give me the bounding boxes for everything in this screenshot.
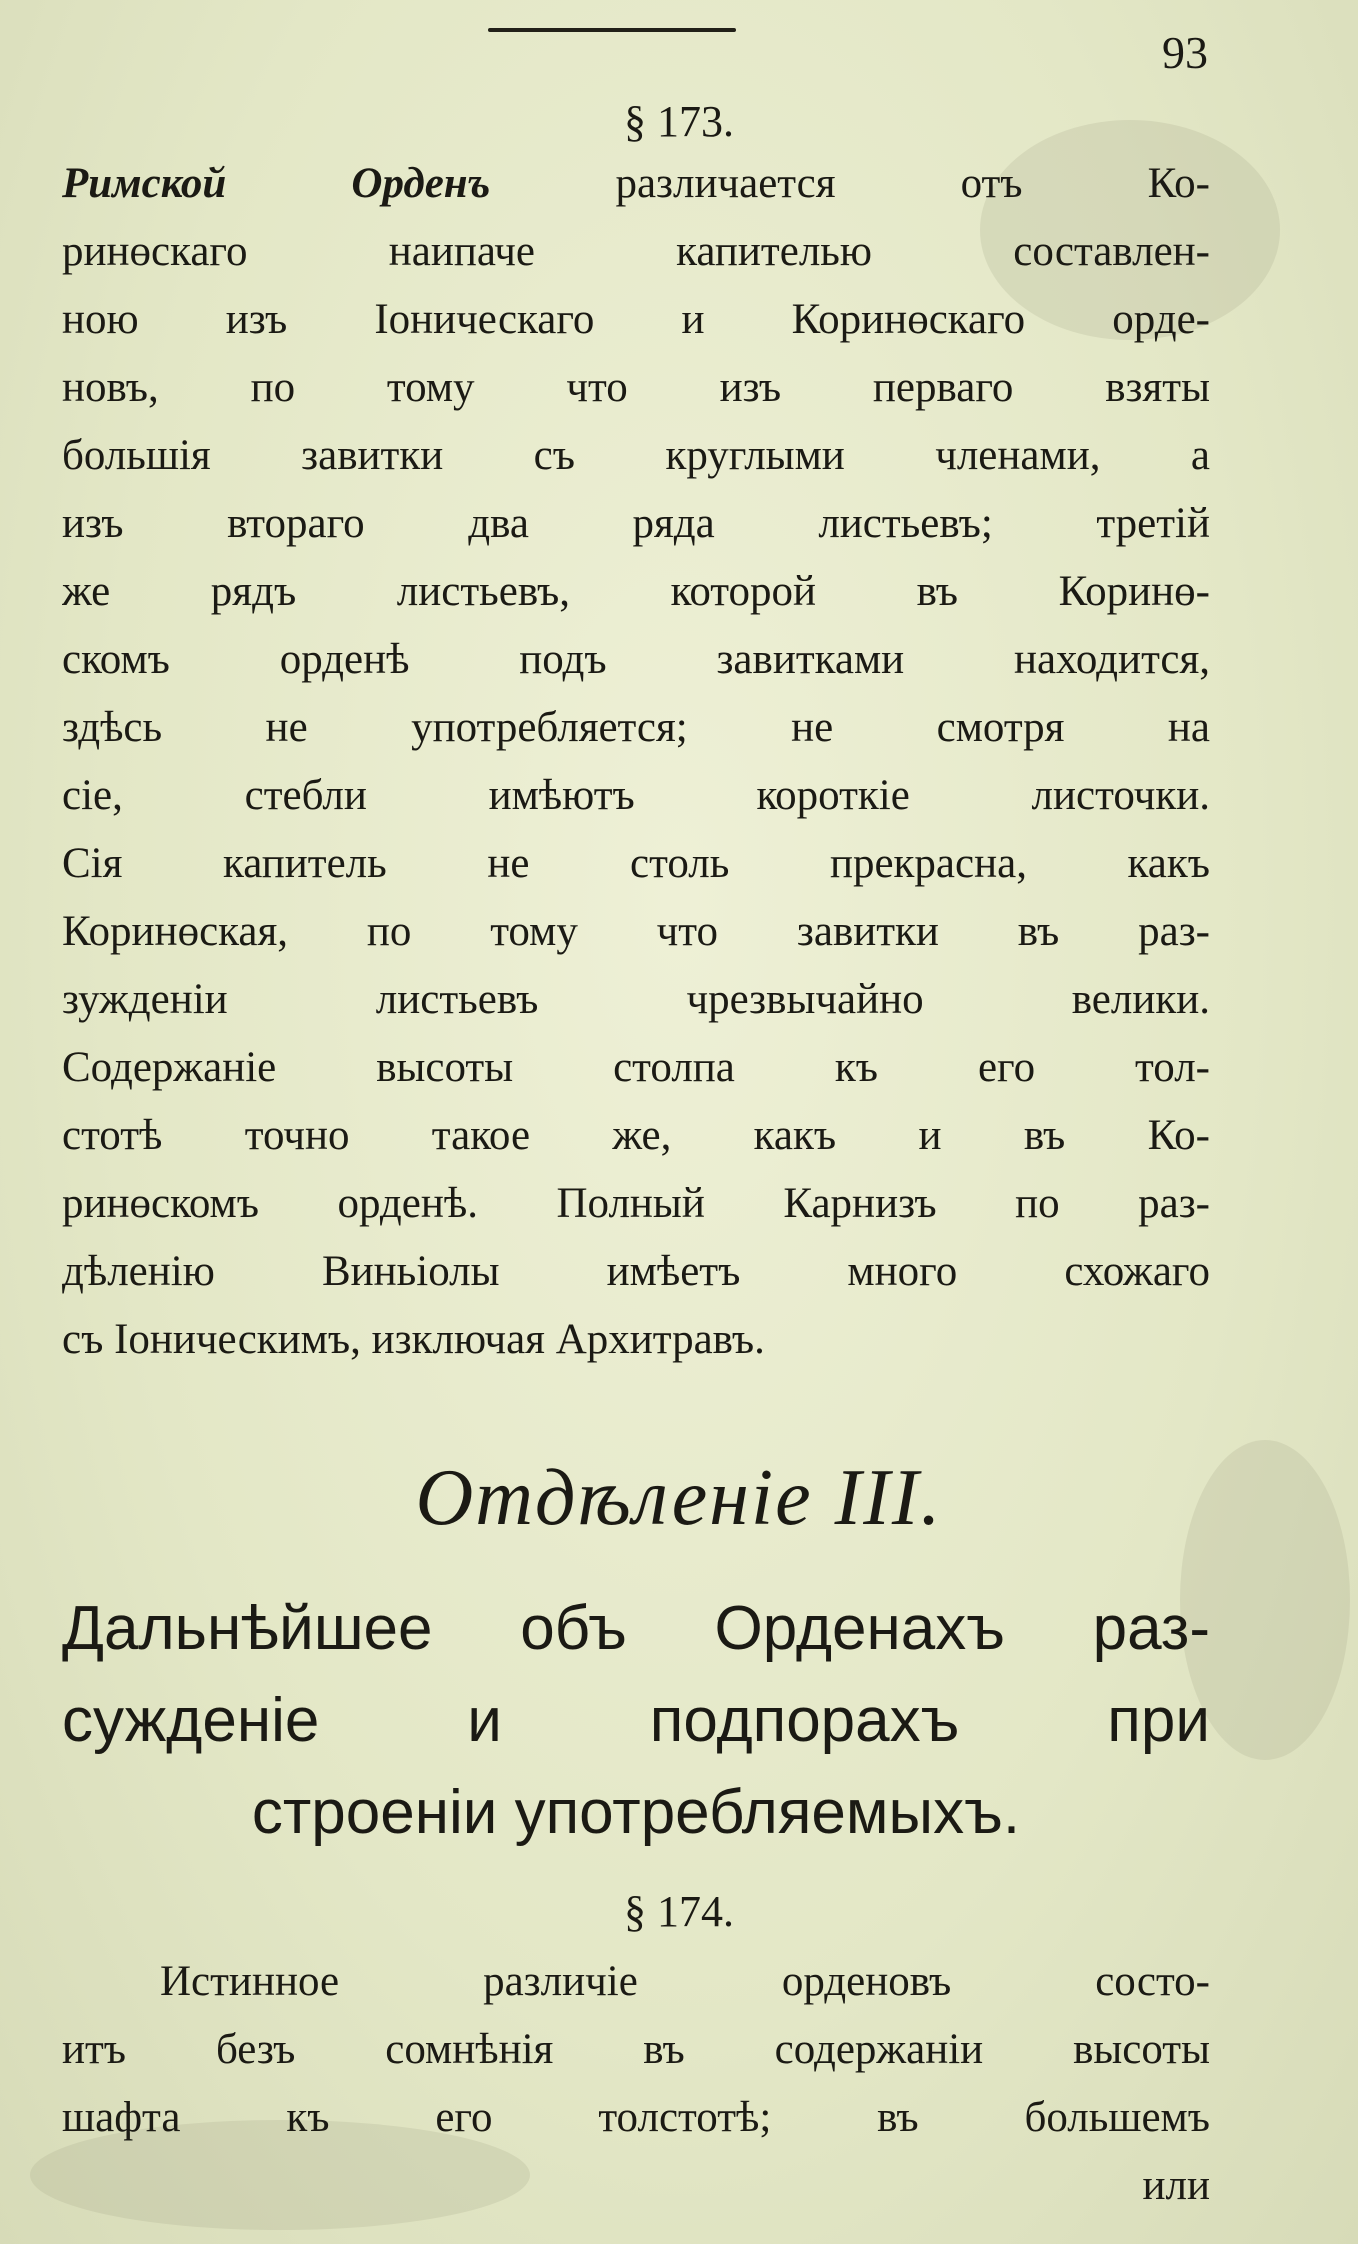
lead-phrase: Римской Орденъ [62,160,491,207]
body-line: большія завитки съ круглыми членами, а [62,432,1210,479]
body-line: Коринөская, по тому что завитки въ раз- [62,908,1210,955]
body-line: Сія капитель не столь прекрасна, какъ [62,840,1210,887]
subtitle-line: строеніи употребляемыхъ. [251,1778,1021,1847]
section-174-mark: § 174. [624,1887,734,1936]
body-line: стотѣ точно такое же, какъ и въ Ко- [62,1112,1210,1159]
body-line: съ Іоническимъ, изключая Архитравъ. [62,1316,765,1363]
body-line [62,152,1210,216]
section-173-mark: § 173. [624,97,734,146]
header-rule [488,28,736,32]
body-line: скомъ орденѣ подъ завитками находится, [62,636,1210,683]
body-line: ринөскомъ орденѣ. Полный Карнизъ по раз- [62,1180,1210,1227]
chapter-title: Отдѣленіе III. [415,1454,943,1542]
body-line: итъ безъ сомнѣнія въ содержаніи высоты [62,2026,1210,2073]
body-line: Содержаніе высоты столпа къ его тол- [62,1044,1210,1091]
line-text: различается отъ Ко- [615,160,1210,207]
body-line: изъ втораго два ряда листьевъ; третій [62,500,1210,547]
page-number: 93 [1162,27,1208,78]
body-line: дѣленію Виньiолы имѣетъ много схожаго [62,1248,1210,1295]
body-line: здѣсь не употребляется; не смотря на [62,704,1210,751]
body-line: сіе, стебли имѣютъ короткіе листочки. [62,772,1210,819]
catchword: или [1142,2162,1210,2209]
body-line: ною изъ Іоническаго и Коринөскаго орде- [62,296,1210,343]
body-line: новъ, по тому что изъ перваго взяты [62,364,1210,411]
body-line: зужденіи листьевъ чрезвычайно велики. [62,976,1210,1023]
body-line: же рядъ листьевъ, которой въ Коринө- [62,568,1210,615]
subtitle-line: сужденіе и подпорахъ при [62,1686,1210,1755]
body-line: Истинное различіе орденовъ состо- [160,1958,1210,2005]
body-line: шафта къ его толстотѣ; въ большемъ [62,2094,1210,2141]
body-line: ринөскаго наипаче капителью составлен- [62,228,1210,275]
subtitle-line: Дальнѣйшее объ Орденахъ раз- [62,1594,1210,1663]
